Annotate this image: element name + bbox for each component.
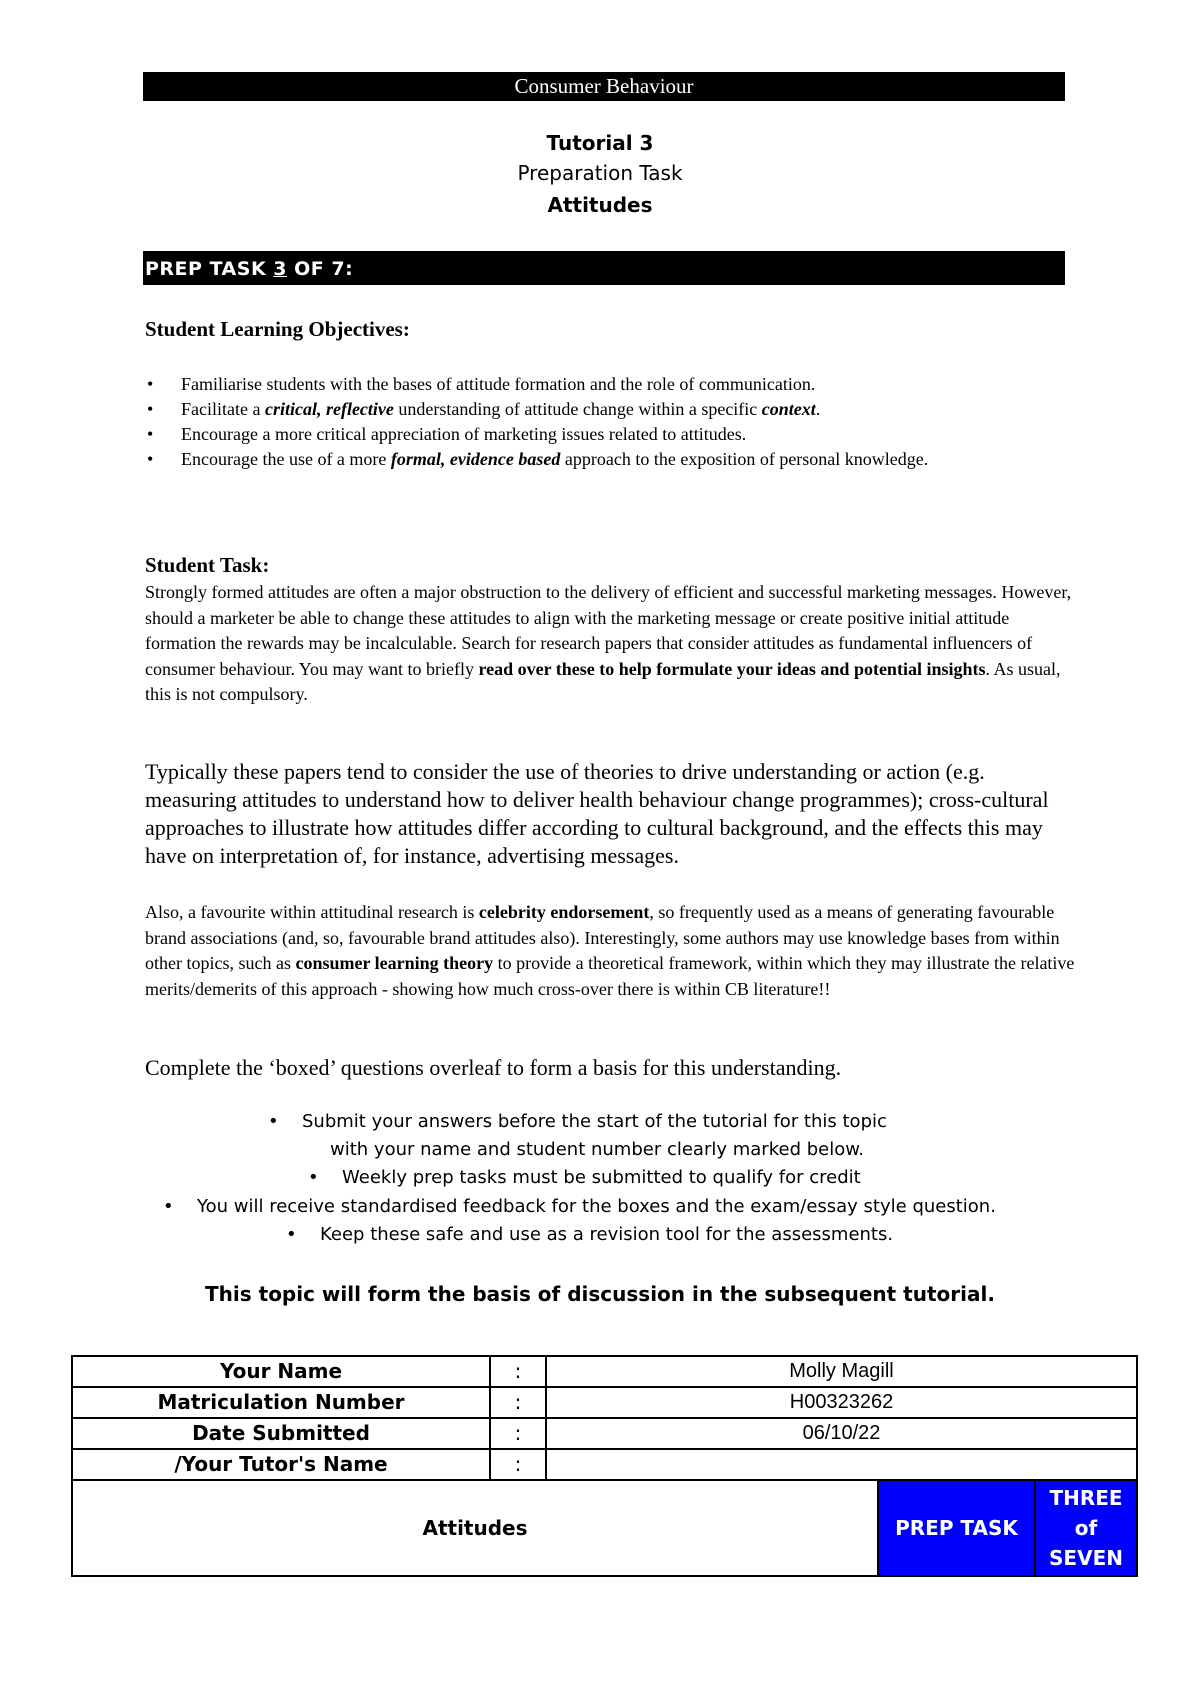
task-emphasis: consumer learning theory [295, 953, 494, 973]
tutorial-number: Tutorial 3 [546, 131, 654, 155]
submission-note-text: with your name and student number clearly marked below. [330, 1139, 865, 1160]
prep-task-suffix: OF 7: [287, 258, 354, 280]
table-row [72, 1449, 1137, 1480]
course-title-bar [143, 72, 1065, 101]
footer-count-line: THREE [1049, 1486, 1123, 1510]
tutorial-topic: Attitudes [547, 193, 653, 217]
objective-text: . [815, 399, 821, 419]
separator: : [490, 1387, 546, 1418]
matriculation-label: Matriculation Number [72, 1387, 490, 1418]
submission-note [308, 1164, 861, 1192]
objective-item [145, 447, 1025, 472]
objective-item [145, 397, 1025, 422]
objective-item [145, 422, 1025, 447]
submission-note [268, 1108, 887, 1136]
submission-note-text: You will receive standardised feedback for the boxes and the exam/essay style question. [197, 1196, 996, 1217]
task-paragraph-4: Complete the ‘boxed’ questions overleaf to form a basis for this understanding. [145, 1055, 842, 1080]
footer-count-line: of [1074, 1516, 1098, 1540]
footer-task-count [1035, 1480, 1137, 1576]
tutor-field[interactable] [546, 1449, 1137, 1480]
table-row [72, 1387, 1137, 1418]
task-emphasis: read over these to help formulate your ideas and potential insights [478, 658, 986, 679]
task-text: Also, a favourite within attitudinal research is [145, 902, 479, 922]
objective-emphasis: critical, reflective [264, 399, 394, 419]
tutorial-subtitle: Preparation Task [517, 161, 683, 185]
name-field[interactable]: Molly Magill [546, 1356, 1137, 1387]
footer-count-line: SEVEN [1049, 1546, 1123, 1570]
prep-task-number: 3 [273, 258, 288, 280]
table-row [72, 1418, 1137, 1449]
bullet-icon: • [147, 449, 154, 469]
task-text: . As usual, this is not compulsory. [145, 658, 1061, 704]
bullet-icon: • [286, 1224, 297, 1245]
prep-task-prefix: PREP TASK [145, 258, 274, 280]
submission-note-text: Weekly prep tasks must be submitted to qualify for credit [342, 1167, 861, 1188]
task-text: Strongly formed attitudes are often a major obstruction to the delivery of efficient and successful marketing messages. However, should a marketer be able to change these attitudes to align with the marketing message or create positive initial attitude formation the rewards may be incalculable. Search for research papers that consider attitudes as fundamental influencers of consumer behaviour. You may want to briefly [145, 582, 1072, 679]
objective-text: Encourage the use of a more [181, 449, 391, 469]
separator: : [490, 1356, 546, 1387]
course-title: Consumer Behaviour [514, 74, 694, 98]
date-label: Date Submitted [72, 1418, 490, 1449]
tutor-label: /Your Tutor's Name [72, 1449, 490, 1480]
footer-topic: Attitudes [72, 1480, 878, 1576]
submission-note-text: Keep these safe and use as a revision tool for the assessments. [320, 1224, 894, 1245]
table-row [72, 1356, 1137, 1387]
closing-note: This topic will form the basis of discussion in the subsequent tutorial. [205, 1282, 995, 1306]
task-text: to provide a theoretical framework, within which they may illustrate the relative merits/demerits of this approach - showing how much cross-over there is within CB literature!! [145, 953, 1075, 999]
matriculation-field[interactable]: H00323262 [546, 1387, 1137, 1418]
footer-prep-task: PREP TASK [878, 1480, 1035, 1576]
objective-text: Encourage a more critical appreciation of marketing issues related to attitudes. [181, 424, 747, 444]
student-info-table [71, 1355, 1138, 1577]
bullet-icon: • [147, 374, 154, 394]
submission-note-text: Submit your answers before the start of the tutorial for this topic [302, 1111, 887, 1132]
table-footer-row [72, 1480, 1137, 1576]
separator: : [490, 1418, 546, 1449]
objective-text: approach to the exposition of personal knowledge. [560, 449, 929, 469]
bullet-icon: • [268, 1111, 279, 1132]
bullet-icon: • [163, 1196, 174, 1217]
task-paragraph-3 [145, 900, 1075, 1002]
objective-emphasis: context [761, 399, 816, 419]
objective-text: Familiarise students with the bases of attitude formation and the role of communication. [181, 374, 816, 394]
objectives-heading: Student Learning Objectives: [145, 317, 410, 341]
objective-text: Facilitate a [181, 399, 265, 419]
bullet-icon: • [147, 399, 154, 419]
task-text: , so frequently used as a means of generating favourable brand associations (and, so, favourable brand attitudes also). Interestingly, some authors may use knowledge bases from within other topics, such as [145, 902, 1060, 973]
task-paragraph-1 [145, 580, 1075, 708]
task-emphasis: celebrity endorsement [478, 902, 650, 922]
task-paragraph-2: Typically these papers tend to consider the use of theories to drive understanding or action (e.g. measuring attitudes to understand how to deliver health behaviour change programmes); cross-cultural approaches to illustrate how attitudes differ according to cultural background, and the effects this may have on interpretation of, for instance, advertising messages. [145, 759, 1049, 868]
date-field[interactable]: 06/10/22 [546, 1418, 1137, 1449]
name-label: Your Name [72, 1356, 490, 1387]
submission-note [286, 1221, 893, 1249]
submission-note [330, 1136, 864, 1164]
submission-note [163, 1193, 996, 1221]
separator: : [490, 1449, 546, 1480]
bullet-icon: • [147, 424, 154, 444]
objectives-list [145, 372, 1025, 472]
objective-item [145, 372, 1025, 397]
bullet-icon: • [308, 1167, 319, 1188]
objective-text: understanding of attitude change within a specific [393, 399, 762, 419]
task-heading: Student Task: [145, 553, 270, 577]
objective-emphasis: formal, evidence based [390, 449, 561, 469]
prep-task-bar [143, 251, 1065, 285]
